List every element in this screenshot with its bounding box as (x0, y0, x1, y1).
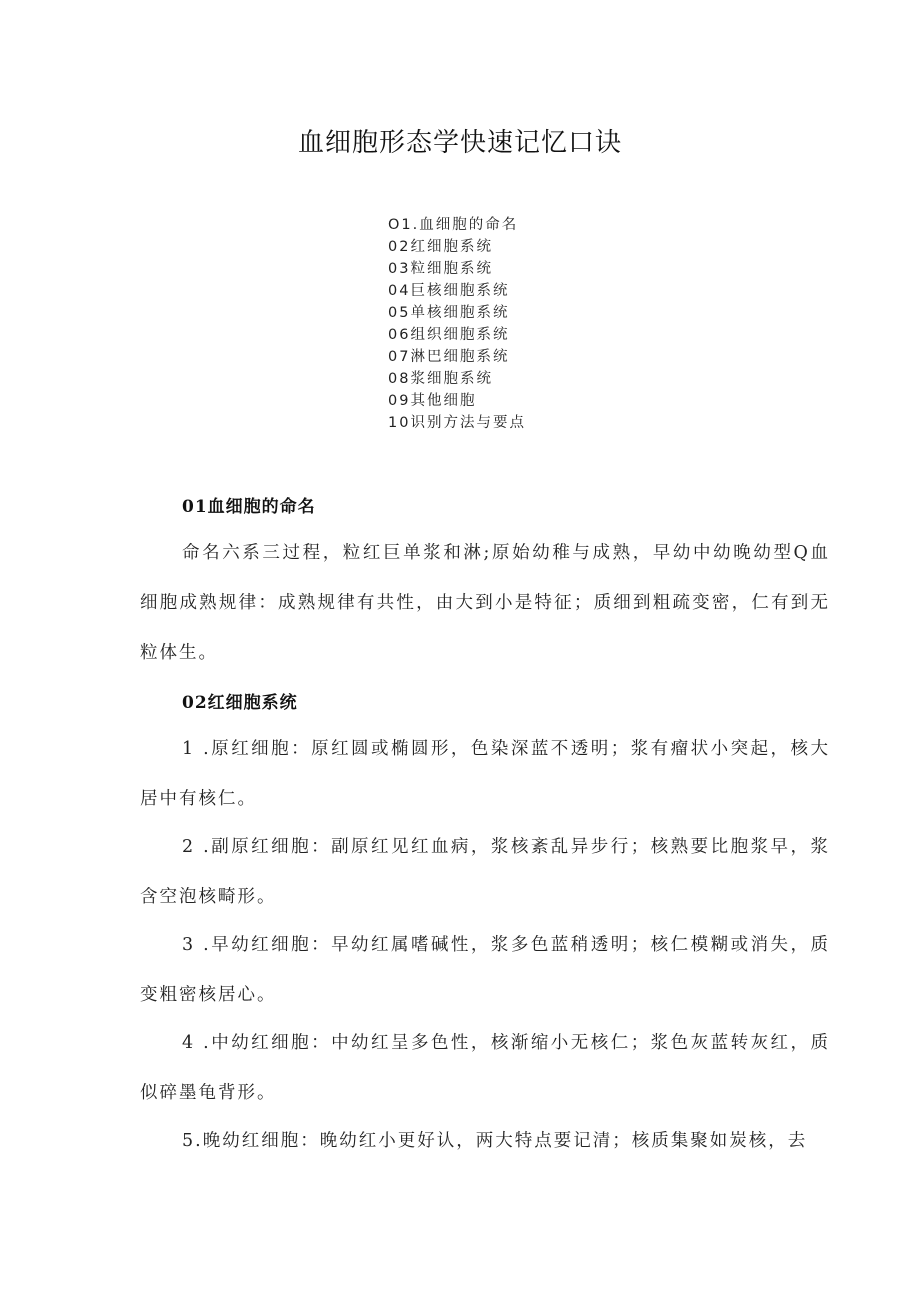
section-heading: 02红细胞系统 (182, 693, 298, 713)
toc-item: 09其他细胞 (388, 393, 477, 409)
document-title: 血细胞形态学快速记忆口诀 (297, 128, 622, 158)
section-heading: 01血细胞的命名 (182, 497, 316, 517)
toc-item: 08浆细胞系统 (388, 371, 493, 387)
toc-item: 04巨核细胞系统 (388, 283, 510, 299)
toc-item: 03粒细胞系统 (388, 261, 493, 277)
toc-item: 02红细胞系统 (388, 239, 493, 255)
paragraph: 4 .中幼红细胞：中幼红呈多色性，核渐缩小无核仁；浆色灰蓝转灰红，质似碎墨龟背形。 (140, 1033, 830, 1103)
toc-item: 10识别方法与要点 (388, 415, 526, 431)
paragraph: 2 .副原红细胞：副原红见红血病，浆核紊乱异步行；核熟要比胞浆早，浆含空泡核畸形。 (140, 837, 830, 907)
paragraph: 命名六系三过程，粒红巨单浆和淋;原始幼稚与成熟，早幼中幼晚幼型Q血细胞成熟规律：成熟规律有共性，由大到小是特征；质细到粗疏变密，仁有到无粒体生。 (140, 543, 830, 663)
toc-item: O1.血细胞的命名 (388, 217, 519, 233)
paragraph: 5.晚幼红细胞：晚幼红小更好认，两大特点要记清；核质集聚如炭核，去 (182, 1131, 808, 1151)
table-of-contents (388, 214, 526, 434)
toc-item: 07淋巴细胞系统 (388, 349, 510, 365)
toc-item: 06组织细胞系统 (388, 327, 510, 343)
paragraph: 3 .早幼红细胞：早幼红属嗜碱性，浆多色蓝稍透明；核仁模糊或消失，质变粗密核居心。 (140, 935, 830, 1005)
toc-item: 05单核细胞系统 (388, 305, 510, 321)
paragraph: 1 .原红细胞：原红圆或椭圆形，色染深蓝不透明；浆有瘤状小突起，核大居中有核仁。 (140, 739, 830, 809)
